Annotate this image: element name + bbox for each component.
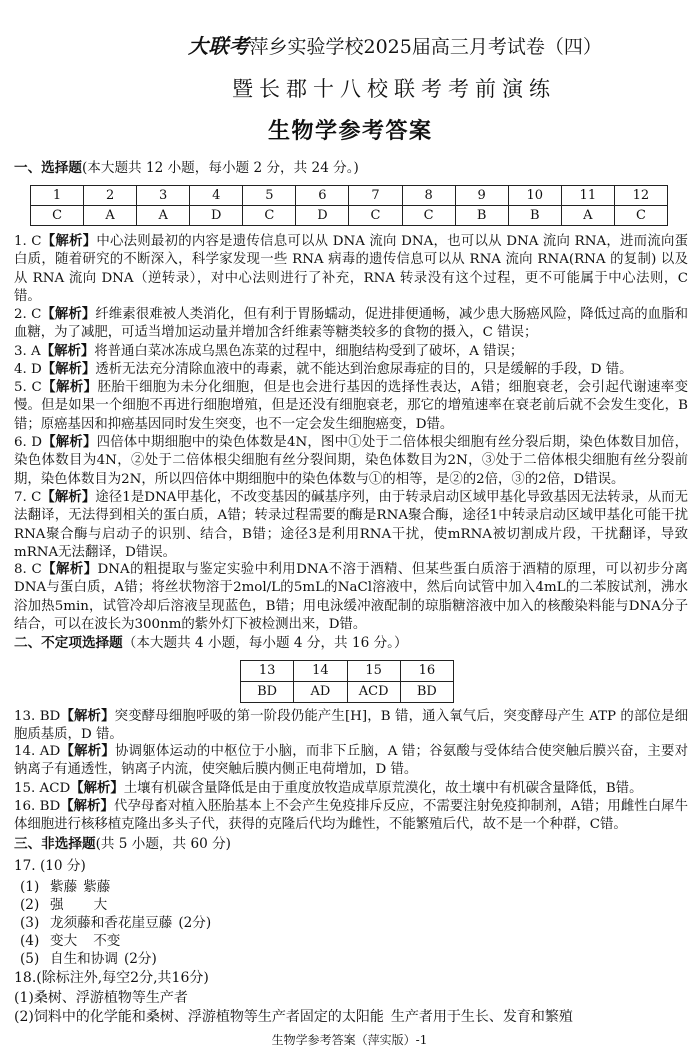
part-answer: 大 [93, 897, 108, 913]
explanation-item-3 [14, 342, 688, 361]
analysis-label: 【解析】 [70, 780, 124, 796]
part-answer: 紫藤 [50, 879, 78, 895]
analysis-label: 【解析】 [41, 306, 96, 322]
question-18-part-2 [14, 1008, 580, 1026]
item-prefix: 15. ACD [14, 781, 71, 796]
exam-subtitle: 暨长郡十八校联考考前演练 [232, 77, 556, 101]
document-title: 生物学参考答案 [268, 118, 433, 144]
question-18-part-1 [14, 989, 195, 1007]
answer-cell: C [614, 206, 667, 226]
question-number-cell: 13 [241, 661, 294, 682]
answer-cell: A [84, 206, 137, 226]
question-number-cell: 11 [561, 186, 614, 206]
item-prefix: 16. BD [14, 799, 61, 814]
item-prefix: 7. C [14, 490, 42, 505]
analysis-text: DNA的粗提取与鉴定实验中利用DNA不溶于酒精、但某些蛋白质溶于酒精的原理，可以初步分离DNA与蛋白质，A错；将丝状物溶于2mol/L的5mL的NaCl溶液中，然后向试管中加入4mL的二苯胺试剂，沸水浴加热5min，试管冷却后溶液呈现蓝色，B错；用电泳缓冲液配制的琼脂糖溶液中加入的核酸染料能与DNA分子结合，可以在波长为300nm的紫外灯下被检测出来，D错。 [14, 562, 689, 632]
answer-cell: AD [294, 682, 347, 703]
item-prefix: 5. C [14, 380, 42, 395]
part-answer: 饲料中的化学能和桑树、浮游植物等生产者固定的太阳能 [33, 1009, 384, 1025]
question-number-cell: 14 [294, 661, 347, 682]
section-1-heading [14, 159, 359, 177]
answer-cell: ACD [347, 682, 400, 703]
section-1-note: (本大题共 12 小题，每小题 2 分，共 24 分。) [81, 160, 359, 176]
item-prefix: 3. A [14, 344, 41, 359]
question-number-cell: 3 [137, 186, 190, 206]
question-number-cell: 15 [347, 661, 400, 682]
question-number-cell: 5 [243, 186, 296, 206]
question-number-cell: 8 [402, 186, 455, 206]
part-label: (2) [14, 1009, 34, 1025]
analysis-text: 胚胎干细胞为未分化细胞，但是也会进行基因的选择性表达，A错；细胞衰老，会引起代谢速率变慢。但是如果一个细胞不再进行细胞增殖，但是还没有细胞衰老，那它的增殖速率在衰老前后就不会发生变化，B错；原癌基因和抑癌基因同时发生突变，也不一定会发生细胞癌变，D错。 [14, 380, 689, 432]
part-label: (1) [20, 879, 40, 895]
section-3-title: 三、非选择题 [14, 836, 96, 852]
part-score: (2分) [123, 951, 157, 967]
item-prefix: 8. C [14, 562, 42, 577]
part-score: (2分) [178, 915, 212, 931]
part-label: (5) [20, 951, 40, 967]
part-answer: 生产者用于生长、发育和繁殖 [390, 1009, 573, 1025]
section-3-heading [14, 835, 231, 853]
answer-cell: C [349, 206, 402, 226]
section-2-title: 二、不定项选择题 [14, 635, 123, 651]
analysis-text: 透析无法充分清除血液中的毒素，就不能达到治愈尿毒症的目的，只是缓解的手段，D 错。 [95, 362, 633, 377]
question-number-cell: 1 [31, 186, 84, 206]
question-18-header: 18.(除标注外,每空2分,共16分) [14, 970, 209, 986]
question-17-part-1 [20, 878, 116, 896]
section-2-heading [14, 634, 408, 652]
analysis-text: 四倍体中期细胞中的染色体数是4N，图中①处于二倍体根尖细胞有丝分裂后期，染色体数目加倍，染色体数目为4N，②处于二倍体根尖细胞有丝分裂间期，染色体数目为2N，③处于二倍体根尖细胞有丝分裂前期，染色体数目为2N，所以四倍体中期细胞中的染色体数与①的相等，是②的2倍，③的2倍，D错误。 [14, 435, 688, 487]
answer-cell: C [31, 206, 84, 226]
brand-logo-text: 大联考 [188, 34, 250, 58]
question-number-cell: 4 [190, 186, 243, 206]
explanation-item-13 [14, 707, 688, 745]
exam-title: 萍乡实验学校2025届高三月考试卷（四） [249, 36, 602, 58]
item-prefix: 6. D [14, 435, 42, 450]
item-prefix: 1. C [14, 234, 42, 249]
question-number-cell: 10 [508, 186, 561, 206]
question-17-part-3 [20, 914, 211, 932]
question-number-cell: 7 [349, 186, 402, 206]
answer-cell: C [402, 206, 455, 226]
analysis-text: 纤维素很难被人类消化，但有利于胃肠蠕动，促进排便通畅，减少患大肠癌风险，降低过高的血脂和血糖，为了减肥，可适当增加运动量并增加含纤维素等糖类较多的食物的摄入，C 错误； [14, 307, 688, 341]
analysis-text: 代孕母畜对植入胚胎基本上不会产生免疫排斥反应，不需要注射免疫抑制剂，A错；用雌性白犀牛体细胞进行核移植克隆出多头子代，获得的克隆后代均为雌性，不能繁殖后代，故不是一个种群，C错。 [14, 799, 688, 833]
question-number-cell: 16 [400, 661, 453, 682]
question-17-part-4 [20, 932, 136, 950]
part-answer: 桑树、浮游植物等生产者 [33, 990, 188, 1006]
page-footer: 生物学参考答案（萍实版）-1 [271, 1033, 428, 1047]
part-label: (2) [20, 897, 40, 913]
part-answer: 自生和协调 [50, 951, 118, 967]
item-prefix: 4. D [14, 362, 42, 377]
explanation-item-8 [14, 560, 688, 634]
answer-cell: A [561, 206, 614, 226]
question-number-row [31, 186, 668, 206]
explanation-item-4 [14, 360, 688, 379]
answer-row [241, 682, 454, 703]
analysis-text: 协调躯体运动的中枢位于小脑，而非下丘脑，A 错；谷氨酸与受体结合使突触后膜兴奋，主要对钠离子有通透性，钠离子内流，使突触后膜内侧正电荷增加，D 错。 [14, 744, 689, 778]
explanation-item-7 [14, 488, 688, 562]
item-prefix: 14. AD [14, 744, 61, 759]
analysis-label: 【解析】 [41, 561, 98, 577]
explanation-item-2 [14, 305, 688, 343]
answer-cell: A [137, 206, 190, 226]
analysis-label: 【解析】 [41, 489, 96, 505]
section-3-note: (共 5 小题，共 60 分) [95, 836, 231, 852]
answer-cell: D [190, 206, 243, 226]
part-answer: 龙须藤和香花崖豆藤 [50, 915, 173, 931]
analysis-label: 【解析】 [41, 361, 96, 377]
analysis-label: 【解析】 [41, 434, 97, 450]
answer-cell: C [243, 206, 296, 226]
analysis-label: 【解析】 [60, 798, 114, 814]
analysis-label: 【解析】 [60, 708, 115, 724]
part-answer: 强 [50, 897, 64, 913]
question-17-header: 17. (10 分) [14, 858, 86, 874]
item-prefix: 13. BD [14, 709, 61, 724]
part-answer: 不变 [93, 933, 121, 949]
analysis-text: 中心法则最初的内容是遗传信息可以从 DNA 流向 DNA，也可以从 DNA 流向 RNA，进而流向蛋白质，随着研究的不断深入，科学家发现一些 RNA 病毒的遗传信息可以从 RNA 流向 RNA(RNA 的复制) 以及从 RNA 流向 DNA（逆转录），对中心法则进行了补充，RNA 转录没有这个过程，更不可能属于中心法则，C 错。 [14, 234, 688, 304]
analysis-label: 【解析】 [41, 379, 98, 395]
explanation-item-1 [14, 232, 688, 306]
answer-cell: BD [400, 682, 453, 703]
part-answer: 紫藤 [83, 879, 111, 895]
analysis-text: 突变酵母细胞呼吸的第一阶段仍能产生[H]，B 错，通入氧气后，突变酵母产生 ATP 的部位是细胞质基质，D 错。 [14, 709, 688, 743]
section-2-note: （本大题共 4 小题，每小题 4 分，共 16 分。） [122, 635, 408, 651]
question-17-part-5 [20, 950, 157, 968]
question-number-cell: 12 [614, 186, 667, 206]
question-number-cell: 2 [84, 186, 137, 206]
explanation-item-14 [14, 742, 688, 780]
answer-cell: B [508, 206, 561, 226]
question-17-part-2 [20, 896, 137, 914]
section-1-answer-table [30, 185, 668, 226]
analysis-label: 【解析】 [41, 233, 97, 249]
part-label: (3) [20, 915, 40, 931]
explanation-item-6 [14, 433, 688, 489]
analysis-text: 土壤有机碳含量降低是由于重度放牧造成草原荒漠化，故土壤中有机碳含量降低，B错。 [123, 781, 643, 796]
question-number-row [241, 661, 454, 682]
answer-cell: BD [241, 682, 294, 703]
analysis-text: 将普通白菜冰冻成乌黑色冻菜的过程中，细胞结构受到了破坏，A 错误； [94, 344, 524, 359]
part-label: (1) [14, 990, 34, 1006]
analysis-label: 【解析】 [40, 343, 95, 359]
item-prefix: 2. C [14, 307, 42, 322]
exam-title-line [188, 34, 602, 59]
answer-row [31, 206, 668, 226]
explanation-item-5 [14, 378, 688, 434]
explanation-item-16 [14, 797, 688, 835]
answer-cell: B [455, 206, 508, 226]
question-number-cell: 6 [296, 186, 349, 206]
section-2-answer-table [240, 660, 454, 703]
answer-cell: D [296, 206, 349, 226]
question-number-cell: 9 [455, 186, 508, 206]
analysis-text: 途径1是DNA甲基化，不改变基因的碱基序列，由于转录启动区域甲基化导致基因无法转录，从而无法翻译，无法得到相关的蛋白质，A错；转录过程需要的酶是RNA聚合酶，途径1中转录启动区域甲基化可能干扰RNA聚合酶与启动子的识别、结合，B错；途径3是利用RNA干扰，使mRNA被切割成片段，干扰翻译，导致mRNA无法翻译，D错误。 [14, 490, 689, 560]
explanation-item-15 [14, 779, 688, 798]
analysis-label: 【解析】 [60, 743, 116, 759]
part-label: (4) [20, 933, 40, 949]
part-answer: 变大 [50, 933, 78, 949]
section-1-title: 一、选择题 [14, 160, 82, 176]
